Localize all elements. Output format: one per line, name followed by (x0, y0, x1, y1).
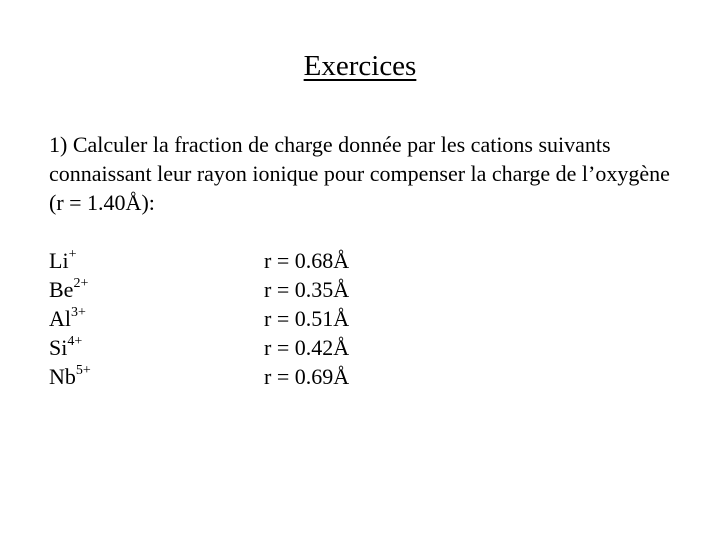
cation-charge: 4+ (67, 333, 83, 349)
slide-title-text: Exercices (303, 50, 417, 82)
cation-charge: + (68, 246, 77, 262)
cation-radius: r = 0.42Å (264, 335, 350, 360)
slide-title (0, 48, 720, 84)
radius-list (264, 246, 349, 391)
cation-symbol: Al (49, 306, 71, 331)
cation-radius: r = 0.51Å (264, 306, 350, 331)
cation-radius: r = 0.68Å (264, 248, 350, 273)
cation-charge: 5+ (75, 362, 91, 378)
cation-row (49, 333, 91, 362)
cation-row (49, 362, 91, 391)
exercise-prompt: 1) Calculer la fraction de charge donnée par les cations suivants connaissant leur rayon ionique pour compenser la charge de l’oxygène (r = 1.40Å): (49, 132, 670, 215)
cation-radius: r = 0.69Å (264, 364, 350, 389)
cation-charge: 2+ (73, 275, 89, 291)
cation-radius: r = 0.35Å (264, 277, 350, 302)
cation-row (49, 246, 91, 275)
cation-list (49, 246, 91, 391)
cation-symbol: Li (49, 248, 69, 273)
cation-symbol: Be (49, 277, 74, 302)
cation-symbol: Si (49, 335, 68, 360)
cation-row (49, 275, 91, 304)
cation-row (49, 304, 91, 333)
cation-symbol: Nb (49, 364, 76, 389)
cation-charge: 3+ (71, 304, 86, 320)
